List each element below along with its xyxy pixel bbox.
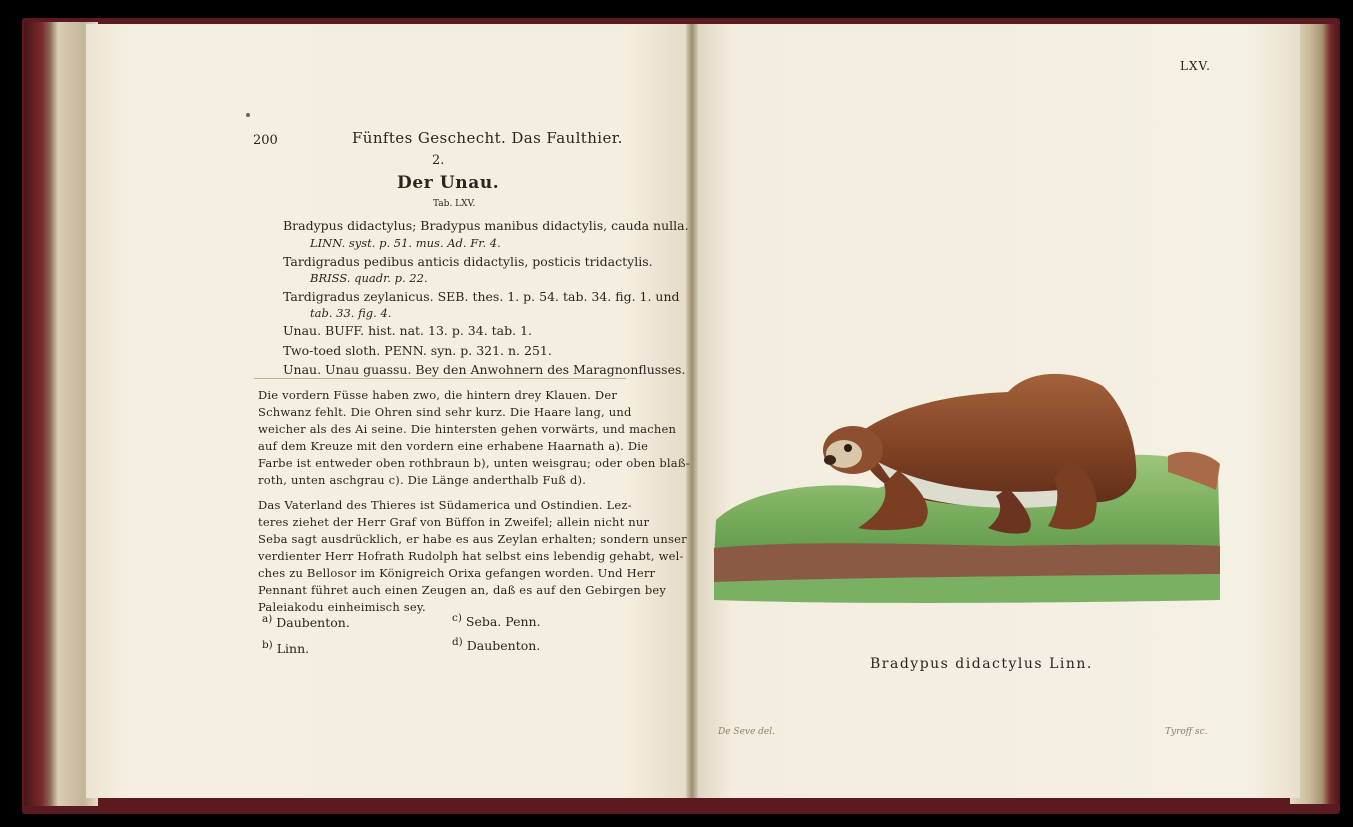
- table-reference: Tab. LXV.: [433, 199, 476, 209]
- synonym-source: BRISS. quadr. p. 22.: [310, 271, 428, 285]
- footnote-text: Seba. Penn.: [465, 614, 541, 630]
- page-title: Der Unau.: [397, 173, 500, 193]
- synonym-source: tab. 33. fig. 4.: [310, 306, 392, 320]
- synonym-line: Bradypus didactylus; Bradypus manibus didactylis, cauda nulla.: [283, 218, 689, 233]
- ink-spot: [246, 113, 250, 117]
- text-line: ches zu Bellosor im Königreich Orixa gefangen worden. Und Herr: [258, 566, 656, 580]
- running-head: Fünftes Geschecht. Das Faulthier.: [352, 129, 623, 147]
- synonym-line: Two-toed sloth. PENN. syn. p. 321. n. 251.: [283, 343, 552, 358]
- text-line: Das Vaterland des Thieres ist Südamerica und Ostindien. Lez-: [258, 498, 632, 512]
- sloth-illustration: [708, 360, 1228, 610]
- synonym-line: Tardigradus pedibus anticis didactylis, posticis tridactylis.: [283, 254, 653, 269]
- sloth-snout: [824, 455, 836, 465]
- text-line: weicher als des Ai seine. Die hintersten gehen vorwärts, und machen: [258, 422, 677, 436]
- text-line: Seba sagt ausdrücklich, er habe es aus Zeylan erhalten; sondern unser: [258, 532, 687, 546]
- synonym-line: Unau. BUFF. hist. nat. 13. p. 34. tab. 1.: [283, 323, 533, 338]
- page-number: 200: [253, 133, 278, 148]
- footnote: [262, 639, 309, 656]
- synonym-line: Unau. Unau guassu. Bey den Anwohnern des Maragnonflusses.: [283, 362, 686, 377]
- section-number: 2.: [432, 153, 445, 168]
- text-line: verdienter Herr Hofrath Rudolph hat selbst eins lebendig gehabt, wel-: [258, 549, 684, 563]
- footnote-mark: c): [452, 612, 462, 624]
- footnote-mark: d): [452, 636, 463, 648]
- plate-number: LXV.: [1180, 59, 1211, 73]
- sloth-eye: [844, 444, 852, 452]
- footnote: [262, 613, 350, 630]
- text-line: Paleiakodu einheimisch sey.: [258, 600, 426, 614]
- text-line: auf dem Kreuze mit den vordern eine erhabene Haarnath a). Die: [258, 439, 649, 453]
- footnote-text: Daubenton.: [276, 615, 350, 631]
- synonym-line: Tardigradus zeylanicus. SEB. thes. 1. p. 54. tab. 34. fig. 1. und: [283, 289, 680, 304]
- footnote-mark: a): [262, 613, 273, 625]
- text-line: Farbe ist entweder oben rothbraun b), unten weisgrau; oder oben blaß-: [258, 456, 690, 470]
- plate-caption: Bradypus didactylus Linn.: [870, 656, 1093, 672]
- footnote-mark: b): [262, 639, 273, 651]
- divider: [254, 378, 626, 379]
- text-line: roth, unten aschgrau c). Die Länge anderthalb Fuß d).: [258, 473, 587, 487]
- text-line: teres ziehet der Herr Graf von Büffon in Zweifel; allein nicht nur: [258, 515, 650, 529]
- synonym-source: LINN. syst. p. 51. mus. Ad. Fr. 4.: [310, 236, 501, 250]
- footnote: [452, 636, 540, 653]
- text-line: Pennant führet auch einen Zeugen an, daß es auf den Gebirgen bey: [258, 583, 667, 597]
- credit-engraver: Tyroff sc.: [1165, 727, 1208, 737]
- text-line: Schwanz fehlt. Die Ohren sind sehr kurz. Die Haare lang, und: [258, 405, 632, 419]
- footnote-text: Linn.: [276, 641, 310, 657]
- credit-artist: De Seve del.: [718, 727, 775, 737]
- text-line: Die vordern Füsse haben zwo, die hintern drey Klauen. Der: [258, 388, 618, 402]
- footnote: [452, 612, 541, 629]
- book-gutter: [686, 24, 698, 798]
- footnote-text: Daubenton.: [466, 638, 541, 654]
